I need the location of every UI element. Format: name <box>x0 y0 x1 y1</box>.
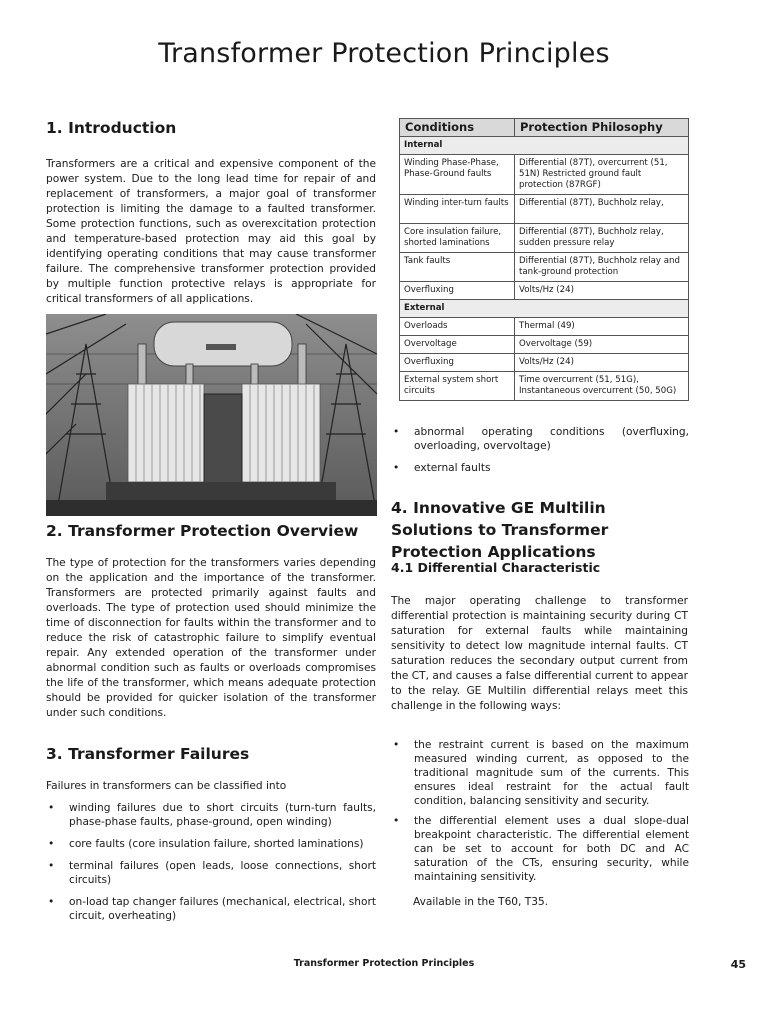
solutions-heading: 4. Innovative GE Multilin Solutions to Transformer Protection Applications <box>391 499 609 561</box>
table-cell: Differential (87T), Buchholz relay, sudden pressure relay <box>515 224 689 253</box>
table-cell: Differential (87T), overcurrent (51, 51N) Restricted ground fault protection (87RGF) <box>515 155 689 195</box>
intro-body: Transformers are a critical and expensive component of the power system. Due to the long lead time for repair of and replacement of transformers, a major goal of transformer protection is limiting the damage to a faulted transformer. Some protection functions, such as overexcitation protection and temperature-based protection may aid this goal by identifying operating conditions that may cause transformer failure. The comprehensive transformer protection provided by multiple function protective relays is appropriate for critical transformers of all applications. <box>46 158 376 305</box>
table-header-row <box>400 119 689 137</box>
table-row <box>400 195 689 224</box>
table-row <box>400 253 689 282</box>
table-row <box>400 282 689 300</box>
table-cell: Overvoltage (59) <box>515 336 689 354</box>
table-cell: Tank faults <box>400 253 515 282</box>
solutions-list <box>391 738 689 884</box>
differential-body: The major operating challenge to transformer differential protection is maintaining security during CT saturation for external faults while maintaining sensitivity to detect low magnitude internal faults. CT saturation reduces the secondary output current from the CT, and causes a false differential current to appear to the relay. GE Multilin differential relays meet this challenge in the following ways: <box>391 595 688 712</box>
table-cell: Core insulation failure, shorted laminations <box>400 224 515 253</box>
table-cell: Thermal (49) <box>515 318 689 336</box>
overview-body: The type of protection for the transformers varies depending on the application and the importance of the transformer. Transformers are protected primarily against faults and overloads. The type of protection used should minimize the time of disconnection for faults within the transformer and to reduce the risk of catastrophic failure to simplify eventual repair. Any extended operation of the transformer under abnormal condition such as faults or overloads compromises the life of the transformer, which means adequate protection should be provided for quicker isolation of the transformer under such conditions. <box>46 557 376 719</box>
list-item: • the differential element uses a dual slope-dual breakpoint characteristic. The differential element can be set to account for both DC and AC saturation of the CTs, ensuring security, while maintaining sensitivity. <box>391 814 689 884</box>
table-row <box>400 224 689 253</box>
failures-list <box>46 801 376 923</box>
table-row <box>400 336 689 354</box>
table-cell: Volts/Hz (24) <box>515 282 689 300</box>
list-item: • the restraint current is based on the maximum measured winding current, as opposed to the traditional magnitude sum of the currents. This ensures ideal restraint for the actual fault condition, balancing sensitivity and security. <box>391 738 689 808</box>
table-row <box>400 318 689 336</box>
philosophy-header: Protection Philosophy <box>515 119 689 137</box>
list-item: • terminal failures (open leads, loose connections, short circuits) <box>46 859 376 887</box>
page-title: Transformer Protection Principles <box>158 38 610 69</box>
protection-table <box>399 118 689 401</box>
table-cell: Time overcurrent (51, 51G), Instantaneous overcurrent (50, 50G) <box>515 372 689 401</box>
footer-title: Transformer Protection Principles <box>293 958 475 969</box>
conditions-list <box>391 425 689 475</box>
list-item: • core faults (core insulation failure, shorted laminations) <box>46 837 376 851</box>
overview-heading: 2. Transformer Protection Overview <box>46 522 359 540</box>
table-cell: Differential (87T), Buchholz relay, <box>515 195 689 224</box>
table-cell: Overloads <box>400 318 515 336</box>
table-cell: Overvoltage <box>400 336 515 354</box>
intro-heading: 1. Introduction <box>46 119 177 137</box>
conditions-header: Conditions <box>400 119 515 137</box>
table-row <box>400 372 689 401</box>
table-row <box>400 354 689 372</box>
table-cell: Overfluxing <box>400 354 515 372</box>
list-item: • winding failures due to short circuits (turn-turn faults, phase-phase faults, phase-ground, open winding) <box>46 801 376 829</box>
table-row <box>400 155 689 195</box>
availability-note: Available in the T60, T35. <box>413 896 549 908</box>
failures-intro: Failures in transformers can be classified into <box>46 780 287 792</box>
table-cell: Winding Phase-Phase, Phase-Ground faults <box>400 155 515 195</box>
page-number: 45 <box>730 958 746 971</box>
transformer-photo <box>46 314 377 516</box>
table-cell: Volts/Hz (24) <box>515 354 689 372</box>
external-label: External <box>400 300 689 318</box>
internal-section-row <box>400 137 689 155</box>
table-cell: External system short circuits <box>400 372 515 401</box>
list-item: • on-load tap changer failures (mechanical, electrical, short circuit, overheating) <box>46 895 376 923</box>
list-item: • abnormal operating conditions (overfluxing, overloading, overvoltage) <box>391 425 689 453</box>
external-section-row <box>400 300 689 318</box>
list-item: • external faults <box>391 461 689 475</box>
table-cell: Winding inter-turn faults <box>400 195 515 224</box>
differential-subheading: 4.1 Differential Characteristic <box>391 560 601 575</box>
table-cell: Differential (87T), Buchholz relay and tank-ground protection <box>515 253 689 282</box>
internal-label: Internal <box>400 137 689 155</box>
failures-heading: 3. Transformer Failures <box>46 745 250 763</box>
table-cell: Overfluxing <box>400 282 515 300</box>
